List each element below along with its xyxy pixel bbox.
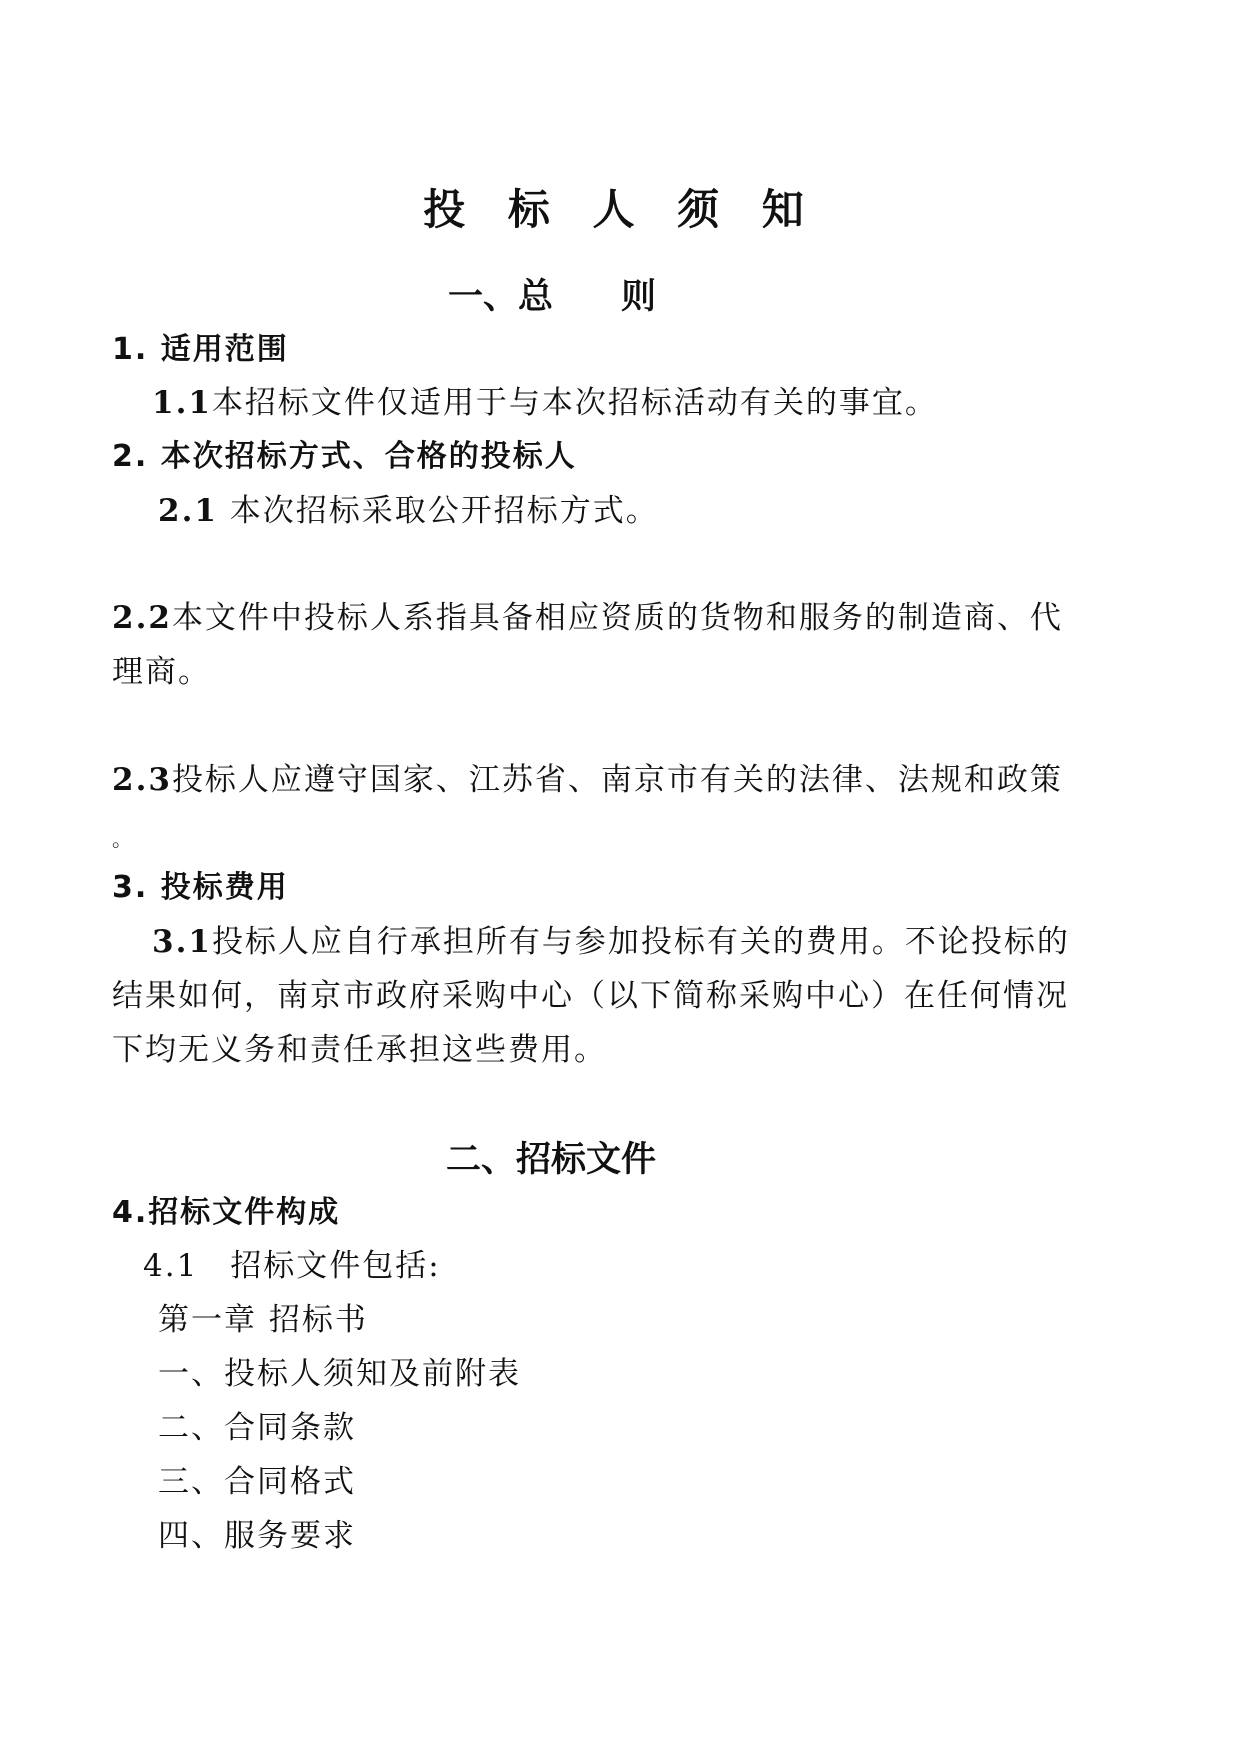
- clause-text: 本文件中投标人系指具备相应资质的货物和服务的制造商、代: [171, 600, 1063, 636]
- list-item-bidder-instructions: 一、投标人须知及前附表: [158, 1356, 521, 1392]
- paragraph-3-1-line1: [152, 922, 1070, 962]
- section-heading-general-part2: 则: [621, 277, 657, 317]
- clause-text: 投标人应自行承担所有与参加投标有关的费用。不论投标的: [211, 924, 1070, 960]
- heading-bidding-method: 2. 本次招标方式、合格的投标人: [112, 439, 577, 474]
- paragraph-1-1: [152, 383, 938, 423]
- clause-number: 2.2: [112, 600, 172, 636]
- clause-text: 本招标文件仅适用于与本次招标活动有关的事宜。: [211, 385, 938, 421]
- paragraph-2-3-line2: 。: [112, 827, 134, 851]
- paragraph-4-1: [143, 1246, 441, 1286]
- paragraph-3-1-line3: 下均无义务和责任承担这些费用。: [112, 1032, 607, 1068]
- clause-number: 3.1: [152, 924, 212, 960]
- clause-text: 投标人应遵守国家、江苏省、南京市有关的法律、法规和政策: [171, 762, 1063, 798]
- heading-scope: 1. 适用范围: [112, 332, 289, 367]
- paragraph-2-2-line1: [112, 598, 1063, 638]
- clause-text: 本次招标采取公开招标方式。: [217, 493, 659, 529]
- list-item-contract-format: 三、合同格式: [158, 1464, 356, 1500]
- paragraph-2-2-line2: 理商。: [112, 654, 211, 690]
- heading-document-composition: 4.招标文件构成: [112, 1195, 341, 1230]
- list-item-chapter-1: 第一章 招标书: [158, 1302, 368, 1338]
- section-heading-tender-documents: 二、招标文件: [446, 1140, 657, 1180]
- clause-number: 1.1: [152, 385, 212, 421]
- document-title: 投 标 人 须 知: [423, 185, 818, 234]
- clause-number: 4.1: [143, 1248, 199, 1284]
- section-heading-general-part1: 一、总: [448, 277, 554, 317]
- paragraph-2-1: [158, 491, 659, 531]
- list-item-service-requirements: 四、服务要求: [158, 1518, 356, 1554]
- paragraph-2-3-line1: [112, 760, 1063, 800]
- clause-number: 2.3: [112, 762, 172, 798]
- clause-text: 招标文件包括:: [230, 1248, 441, 1284]
- heading-bidding-cost: 3. 投标费用: [112, 870, 289, 905]
- clause-number: 2.1: [158, 493, 218, 529]
- section-heading-general: [448, 275, 656, 319]
- list-item-contract-terms: 二、合同条款: [158, 1410, 356, 1446]
- paragraph-3-1-line2: 结果如何，南京市政府采购中心（以下简称采购中心）在任何情况: [112, 978, 1069, 1014]
